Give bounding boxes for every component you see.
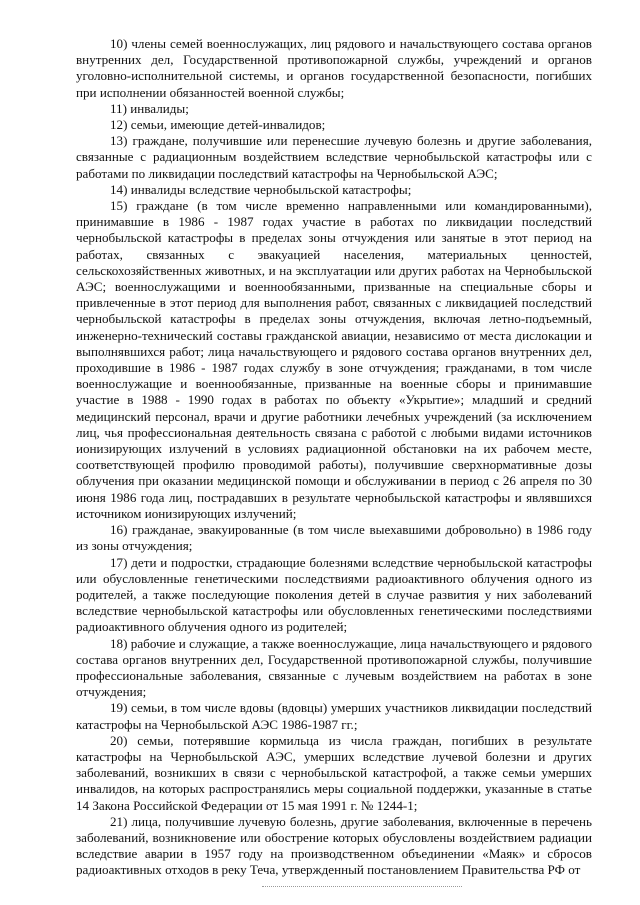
list-item-21: 21) лица, получившие лучевую болезнь, другие заболевания, включенные в перечень заболеваний, возникновение или обострение которых обусловлены воздействием радиации вследствие аварии в 1957 году на производственном объединении «Маяк» и сбросов радиоактивных отходов в реку Теча, утвержденный постановлением Правительства РФ от [76, 813, 592, 878]
scan-artifact-line [262, 886, 462, 888]
list-item-17: 17) дети и подростки, страдающие болезнями вследствие чернобыльской катастрофы или обусловленные генетическими последствиями радиоактивного облучения одного из родителей, а также последующие поколения детей в случае развития у них заболеваний вследствие чернобыльской катастрофы или обусловленных генетическими последствиями радиоактивного облучения одного из родителей; [76, 554, 592, 635]
list-item-11: 11) инвалиды; [110, 100, 189, 116]
list-item-13: 13) граждане, получившие или перенесшие лучевую болезнь и другие заболевания, связанные с радиационным воздействием вследствие чернобыльской катастрофы или с работами по ликвидации последствий катастрофы на Чернобыльской АЭС; [76, 133, 592, 181]
document-body [76, 36, 592, 879]
list-item-16: 16) гражданае, эвакуированные (в том числе выехавшими добровольно) в 1986 году из зоны отчуждения; [76, 522, 592, 554]
list-item-18: 18) рабочие и служащие, а также военнослужащие, лица начальствующего и рядового состава органов внутренних дел, Государственной противопожарной службы, получившие профессиональные заболевания, связанные с лучевым воздействием на работах в зоне отчуждения; [76, 635, 592, 700]
list-item-20: 20) семьи, потерявшие кормильца из числа граждан, погибших в результате катастрофы на Чернобыльской АЭС, умерших вследствие лучевой болезни и других заболеваний, возникших в связи с чернобыльской катастрофой, а также семьи умерших инвалидов, на которых распространялись меры социальной поддержки, указанные в статье 14 Закона Российской Федерации от 15 мая 1991 г. № 1244-1; [76, 732, 592, 813]
list-item-12: 12) семьи, имеющие детей-инвалидов; [110, 117, 326, 133]
list-item-10: 10) члены семей военнослужащих, лиц рядового и начальствующего состава органов внутренних дел, Государственной противопожарной службы, учреждений и органов уголовно-исполнительной системы, и органов государственной безопасности, погибших при исполнении обязанностей военной службы; [76, 36, 592, 100]
list-item-14: 14) инвалиды вследствие чернобыльской катастрофы; [110, 181, 412, 197]
list-item-15: 15) граждане (в том числе временно направленными или командированными), принимавшие в 1986 - 1987 годах участие в работах по ликвидации последствий чернобыльской катастрофы в пределах зоны отчуждения или занятые в этот период на работах, связанных с эвакуацией населения, материальных ценностей, сельскохозяйственных животных, и на эксплуатации или других работах на Чернобыльской АЭС; военнослужащими и военнообязанными, призванные на специальные сборы и привлеченные в этот период для выполнения работ, связанных с ликвидацией последствий чернобыльской катастрофы в пределах зоны отчуждения, включая летно-подъемный, инженерно-технический составы гражданской авиации, независимо от места дислокации и выполнявшихся работ; лица начальствующего и рядового состава органов внутренних дел, проходившие в 1986 - 1987 годах службу в зоне отчуждения; гражданами, в том числе военнослужащие и военнообязанные, призванные на военные сборы и принимавшие участие в 1988 - 1990 годах в работах по объекту «Укрытие»; младший и средний медицинский персонал, врачи и другие работники лечебных учреждений (за исключением лиц, чья профессиональная деятельность связана с работой с любыми видами источников ионизирующих излучений в условиях радиационной обстановки на их рабочем месте, соответствующей профилю проводимой работы), получившие сверхнормативные дозы облучения при оказании медицинской помощи и обслуживании в период с 26 апреля по 30 июня 1986 года лиц, пострадавших в результате чернобыльской катастрофы и являвшихся источником ионизирующих излучений; [76, 198, 592, 521]
list-item-19: 19) семьи, в том числе вдовы (вдовцы) умерших участников ликвидации последствий катастрофы на Чернобыльской АЭС 1986-1987 гг.; [76, 700, 592, 732]
